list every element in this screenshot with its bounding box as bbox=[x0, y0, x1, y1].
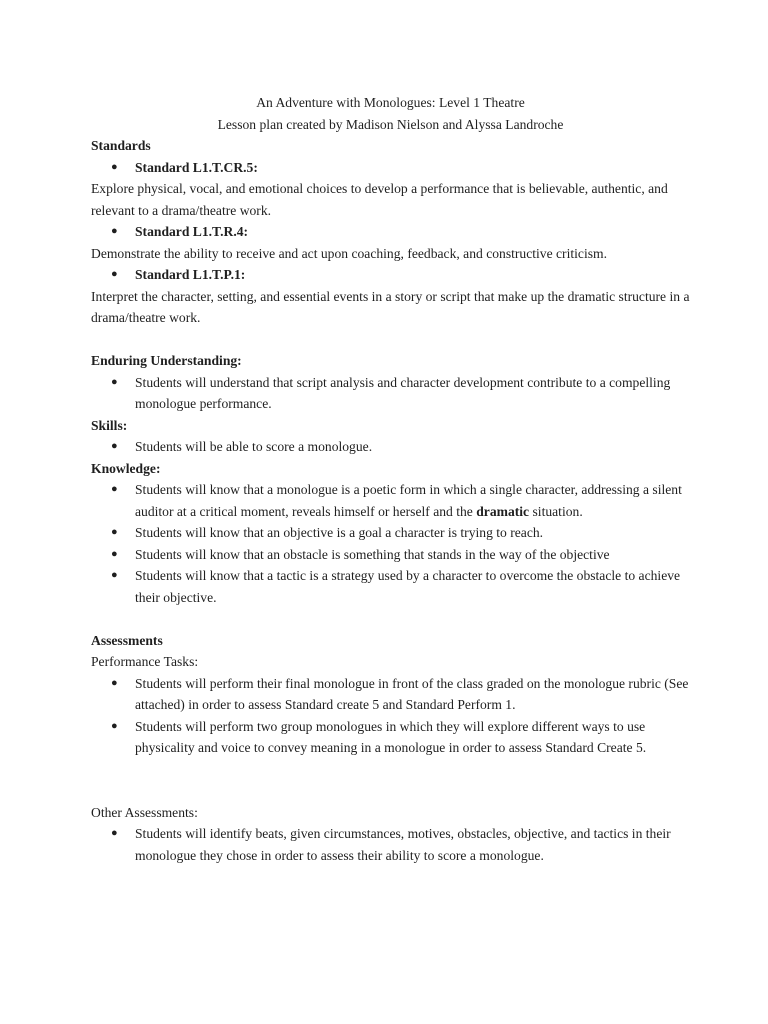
list-item bbox=[91, 565, 690, 608]
performance-tasks-list bbox=[91, 673, 690, 759]
list-item-text: Students will know that an objective is a goal a character is trying to reach. bbox=[135, 525, 544, 540]
spacer bbox=[91, 608, 690, 630]
bullet-icon: ● bbox=[111, 160, 118, 173]
assessments-heading: Assessments bbox=[91, 632, 163, 648]
bullet-icon: ● bbox=[111, 526, 118, 538]
list-item bbox=[91, 673, 690, 716]
list-item bbox=[91, 436, 690, 458]
knowledge-list bbox=[91, 479, 690, 608]
bullet-icon: ● bbox=[111, 375, 118, 388]
list-item-text: Students will perform their final monologue in front of the class graded on the monologue rubric (See attached) in order to assess Standard create 5 and Standard Perform 1. bbox=[135, 675, 689, 712]
enduring-understanding-heading: Enduring Understanding: bbox=[91, 353, 242, 368]
list-item bbox=[91, 479, 690, 522]
standard-list-1 bbox=[91, 157, 690, 179]
bullet-icon: ● bbox=[111, 719, 118, 732]
bullet-icon: ● bbox=[111, 268, 118, 280]
standard-list-3 bbox=[91, 264, 690, 286]
list-item bbox=[91, 372, 690, 415]
list-item-text: Students will be able to score a monologue. bbox=[135, 439, 373, 454]
bullet-icon: ● bbox=[111, 483, 118, 495]
document-subtitle: Lesson plan created by Madison Nielson and Alyssa Landroche bbox=[217, 116, 564, 132]
emphasis-text: dramatic bbox=[476, 503, 530, 519]
document-title: An Adventure with Monologues: Level 1 Theatre bbox=[256, 95, 525, 110]
bullet-icon: ● bbox=[111, 440, 118, 452]
list-item bbox=[91, 716, 690, 759]
standard-label: Standard L1.T.P.1: bbox=[135, 267, 246, 282]
standard-description: Interpret the character, setting, and essential events in a story or script that make up the dramatic structure in a drama/theatre work. bbox=[91, 288, 690, 325]
standard-description: Explore physical, vocal, and emotional choices to develop a performance that is believable, authentic, and relevant to a drama/theatre work. bbox=[91, 181, 668, 218]
list-item-text: Students will perform two group monologues in which they will explore different ways to use physicality and voice to convey meaning in a monologue in order to assess Standard Create 5. bbox=[135, 718, 647, 755]
standard-item bbox=[91, 264, 690, 286]
spacer bbox=[91, 329, 690, 351]
bullet-icon: ● bbox=[111, 225, 118, 237]
list-item-text: Students will understand that script analysis and character development contribute to a compelling monologue performance. bbox=[135, 374, 671, 411]
performance-tasks-label: Performance Tasks: bbox=[91, 654, 199, 669]
list-item bbox=[91, 544, 690, 566]
bullet-icon: ● bbox=[111, 676, 118, 689]
other-assessments-list bbox=[91, 823, 690, 866]
standard-description: Demonstrate the ability to receive and act upon coaching, feedback, and constructive criticism. bbox=[91, 245, 607, 261]
bullet-icon: ● bbox=[111, 547, 118, 560]
list-item-text: Students will identify beats, given circumstances, motives, obstacles, objective, and tactics in their monologue they chose in order to assess their ability to score a monologue. bbox=[135, 826, 671, 863]
bullet-icon: ● bbox=[111, 827, 118, 839]
skills-heading: Skills: bbox=[91, 417, 128, 433]
list-item-text: Students will know that a monologue is a poetic form in which a single character, addressing a silent auditor at a critical moment, reveals himself or herself and the bbox=[135, 482, 682, 519]
list-item bbox=[91, 823, 690, 866]
list-item-text: Students will know that an obstacle is something that stands in the way of the objective bbox=[135, 546, 610, 562]
standard-item bbox=[91, 157, 690, 179]
standard-label: Standard L1.T.R.4: bbox=[135, 224, 249, 239]
standard-label: Standard L1.T.CR.5: bbox=[135, 159, 258, 175]
standard-item bbox=[91, 221, 690, 243]
list-item-text: situation. bbox=[532, 503, 583, 519]
enduring-list bbox=[91, 372, 690, 415]
standards-heading: Standards bbox=[91, 138, 151, 153]
knowledge-heading: Knowledge: bbox=[91, 460, 161, 476]
other-assessments-label: Other Assessments: bbox=[91, 804, 198, 820]
bullet-icon: ● bbox=[111, 569, 118, 581]
skills-list bbox=[91, 436, 690, 458]
standard-list-2 bbox=[91, 221, 690, 243]
list-item-text: Students will know that a tactic is a strategy used by a character to overcome the obstacle to achieve their objective. bbox=[135, 568, 681, 605]
list-item bbox=[91, 522, 690, 544]
spacer bbox=[91, 759, 690, 802]
